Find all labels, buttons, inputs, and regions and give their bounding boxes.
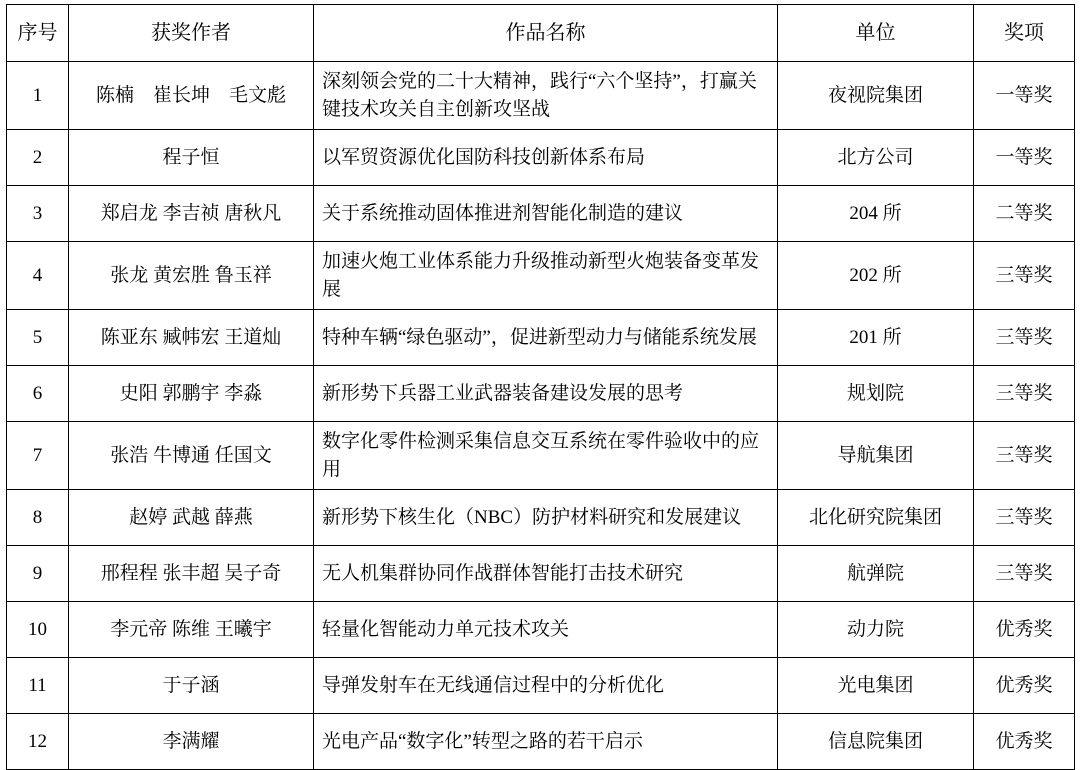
cell-prize: 三等奖 xyxy=(974,242,1075,310)
cell-index: 7 xyxy=(7,422,69,490)
cell-title: 新形势下兵器工业武器装备建设发展的思考 xyxy=(314,366,778,422)
column-header-title: 作品名称 xyxy=(314,5,778,62)
column-header-prize: 奖项 xyxy=(974,5,1075,62)
cell-index: 4 xyxy=(7,242,69,310)
cell-index: 2 xyxy=(7,130,69,186)
cell-index: 6 xyxy=(7,366,69,422)
cell-unit: 201 所 xyxy=(778,310,974,366)
table-row xyxy=(7,310,1075,366)
cell-index: 11 xyxy=(7,658,69,714)
cell-title: 加速火炮工业体系能力升级推动新型火炮装备变革发展 xyxy=(314,242,778,310)
cell-authors: 张龙 黄宏胜 鲁玉祥 xyxy=(69,242,314,310)
cell-prize: 优秀奖 xyxy=(974,658,1075,714)
cell-authors: 陈楠 崔长坤 毛文彪 xyxy=(69,62,314,130)
cell-authors: 程子恒 xyxy=(69,130,314,186)
table-header-row xyxy=(7,5,1075,62)
table-row xyxy=(7,546,1075,602)
award-table xyxy=(6,4,1075,770)
cell-index: 10 xyxy=(7,602,69,658)
column-header-index: 序号 xyxy=(7,5,69,62)
table-row xyxy=(7,602,1075,658)
cell-title: 光电产品“数字化”转型之路的若干启示 xyxy=(314,714,778,770)
cell-unit: 动力院 xyxy=(778,602,974,658)
table-body xyxy=(7,62,1075,770)
cell-unit: 北化研究院集团 xyxy=(778,490,974,546)
cell-authors: 于子涵 xyxy=(69,658,314,714)
cell-authors: 郑启龙 李吉祯 唐秋凡 xyxy=(69,186,314,242)
cell-index: 1 xyxy=(7,62,69,130)
column-header-unit: 单位 xyxy=(778,5,974,62)
cell-title: 数字化零件检测采集信息交互系统在零件验收中的应用 xyxy=(314,422,778,490)
column-header-authors: 获奖作者 xyxy=(69,5,314,62)
cell-prize: 二等奖 xyxy=(974,186,1075,242)
cell-unit: 导航集团 xyxy=(778,422,974,490)
table-row xyxy=(7,490,1075,546)
table-row xyxy=(7,422,1075,490)
cell-prize: 三等奖 xyxy=(974,366,1075,422)
cell-prize: 一等奖 xyxy=(974,130,1075,186)
cell-authors: 李元帝 陈维 王曦宇 xyxy=(69,602,314,658)
cell-authors: 赵婷 武越 薛燕 xyxy=(69,490,314,546)
table-row xyxy=(7,658,1075,714)
cell-unit: 204 所 xyxy=(778,186,974,242)
cell-prize: 三等奖 xyxy=(974,422,1075,490)
table-row xyxy=(7,186,1075,242)
cell-title: 导弹发射车在无线通信过程中的分析优化 xyxy=(314,658,778,714)
cell-title: 关于系统推动固体推进剂智能化制造的建议 xyxy=(314,186,778,242)
cell-title: 新形势下核生化（NBC）防护材料研究和发展建议 xyxy=(314,490,778,546)
cell-authors: 邢程程 张丰超 吴子奇 xyxy=(69,546,314,602)
cell-authors: 张浩 牛博通 任国文 xyxy=(69,422,314,490)
cell-index: 8 xyxy=(7,490,69,546)
cell-prize: 优秀奖 xyxy=(974,714,1075,770)
cell-prize: 一等奖 xyxy=(974,62,1075,130)
table-row xyxy=(7,62,1075,130)
cell-index: 3 xyxy=(7,186,69,242)
cell-authors: 李满耀 xyxy=(69,714,314,770)
cell-index: 5 xyxy=(7,310,69,366)
table-row xyxy=(7,366,1075,422)
table-row xyxy=(7,242,1075,310)
table-row xyxy=(7,714,1075,770)
cell-title: 无人机集群协同作战群体智能打击技术研究 xyxy=(314,546,778,602)
cell-title: 特种车辆“绿色驱动”，促进新型动力与储能系统发展 xyxy=(314,310,778,366)
cell-unit: 北方公司 xyxy=(778,130,974,186)
cell-prize: 三等奖 xyxy=(974,490,1075,546)
cell-unit: 光电集团 xyxy=(778,658,974,714)
cell-title: 以军贸资源优化国防科技创新体系布局 xyxy=(314,130,778,186)
cell-title: 深刻领会党的二十大精神，践行“六个坚持”，打赢关键技术攻关自主创新攻坚战 xyxy=(314,62,778,130)
cell-unit: 规划院 xyxy=(778,366,974,422)
cell-unit: 信息院集团 xyxy=(778,714,974,770)
cell-index: 12 xyxy=(7,714,69,770)
cell-authors: 陈亚东 臧帏宏 王道灿 xyxy=(69,310,314,366)
cell-prize: 三等奖 xyxy=(974,310,1075,366)
cell-index: 9 xyxy=(7,546,69,602)
table-row xyxy=(7,130,1075,186)
cell-unit: 夜视院集团 xyxy=(778,62,974,130)
cell-unit: 航弹院 xyxy=(778,546,974,602)
cell-title: 轻量化智能动力单元技术攻关 xyxy=(314,602,778,658)
cell-prize: 三等奖 xyxy=(974,546,1075,602)
cell-unit: 202 所 xyxy=(778,242,974,310)
cell-prize: 优秀奖 xyxy=(974,602,1075,658)
cell-authors: 史阳 郭鹏宇 李淼 xyxy=(69,366,314,422)
